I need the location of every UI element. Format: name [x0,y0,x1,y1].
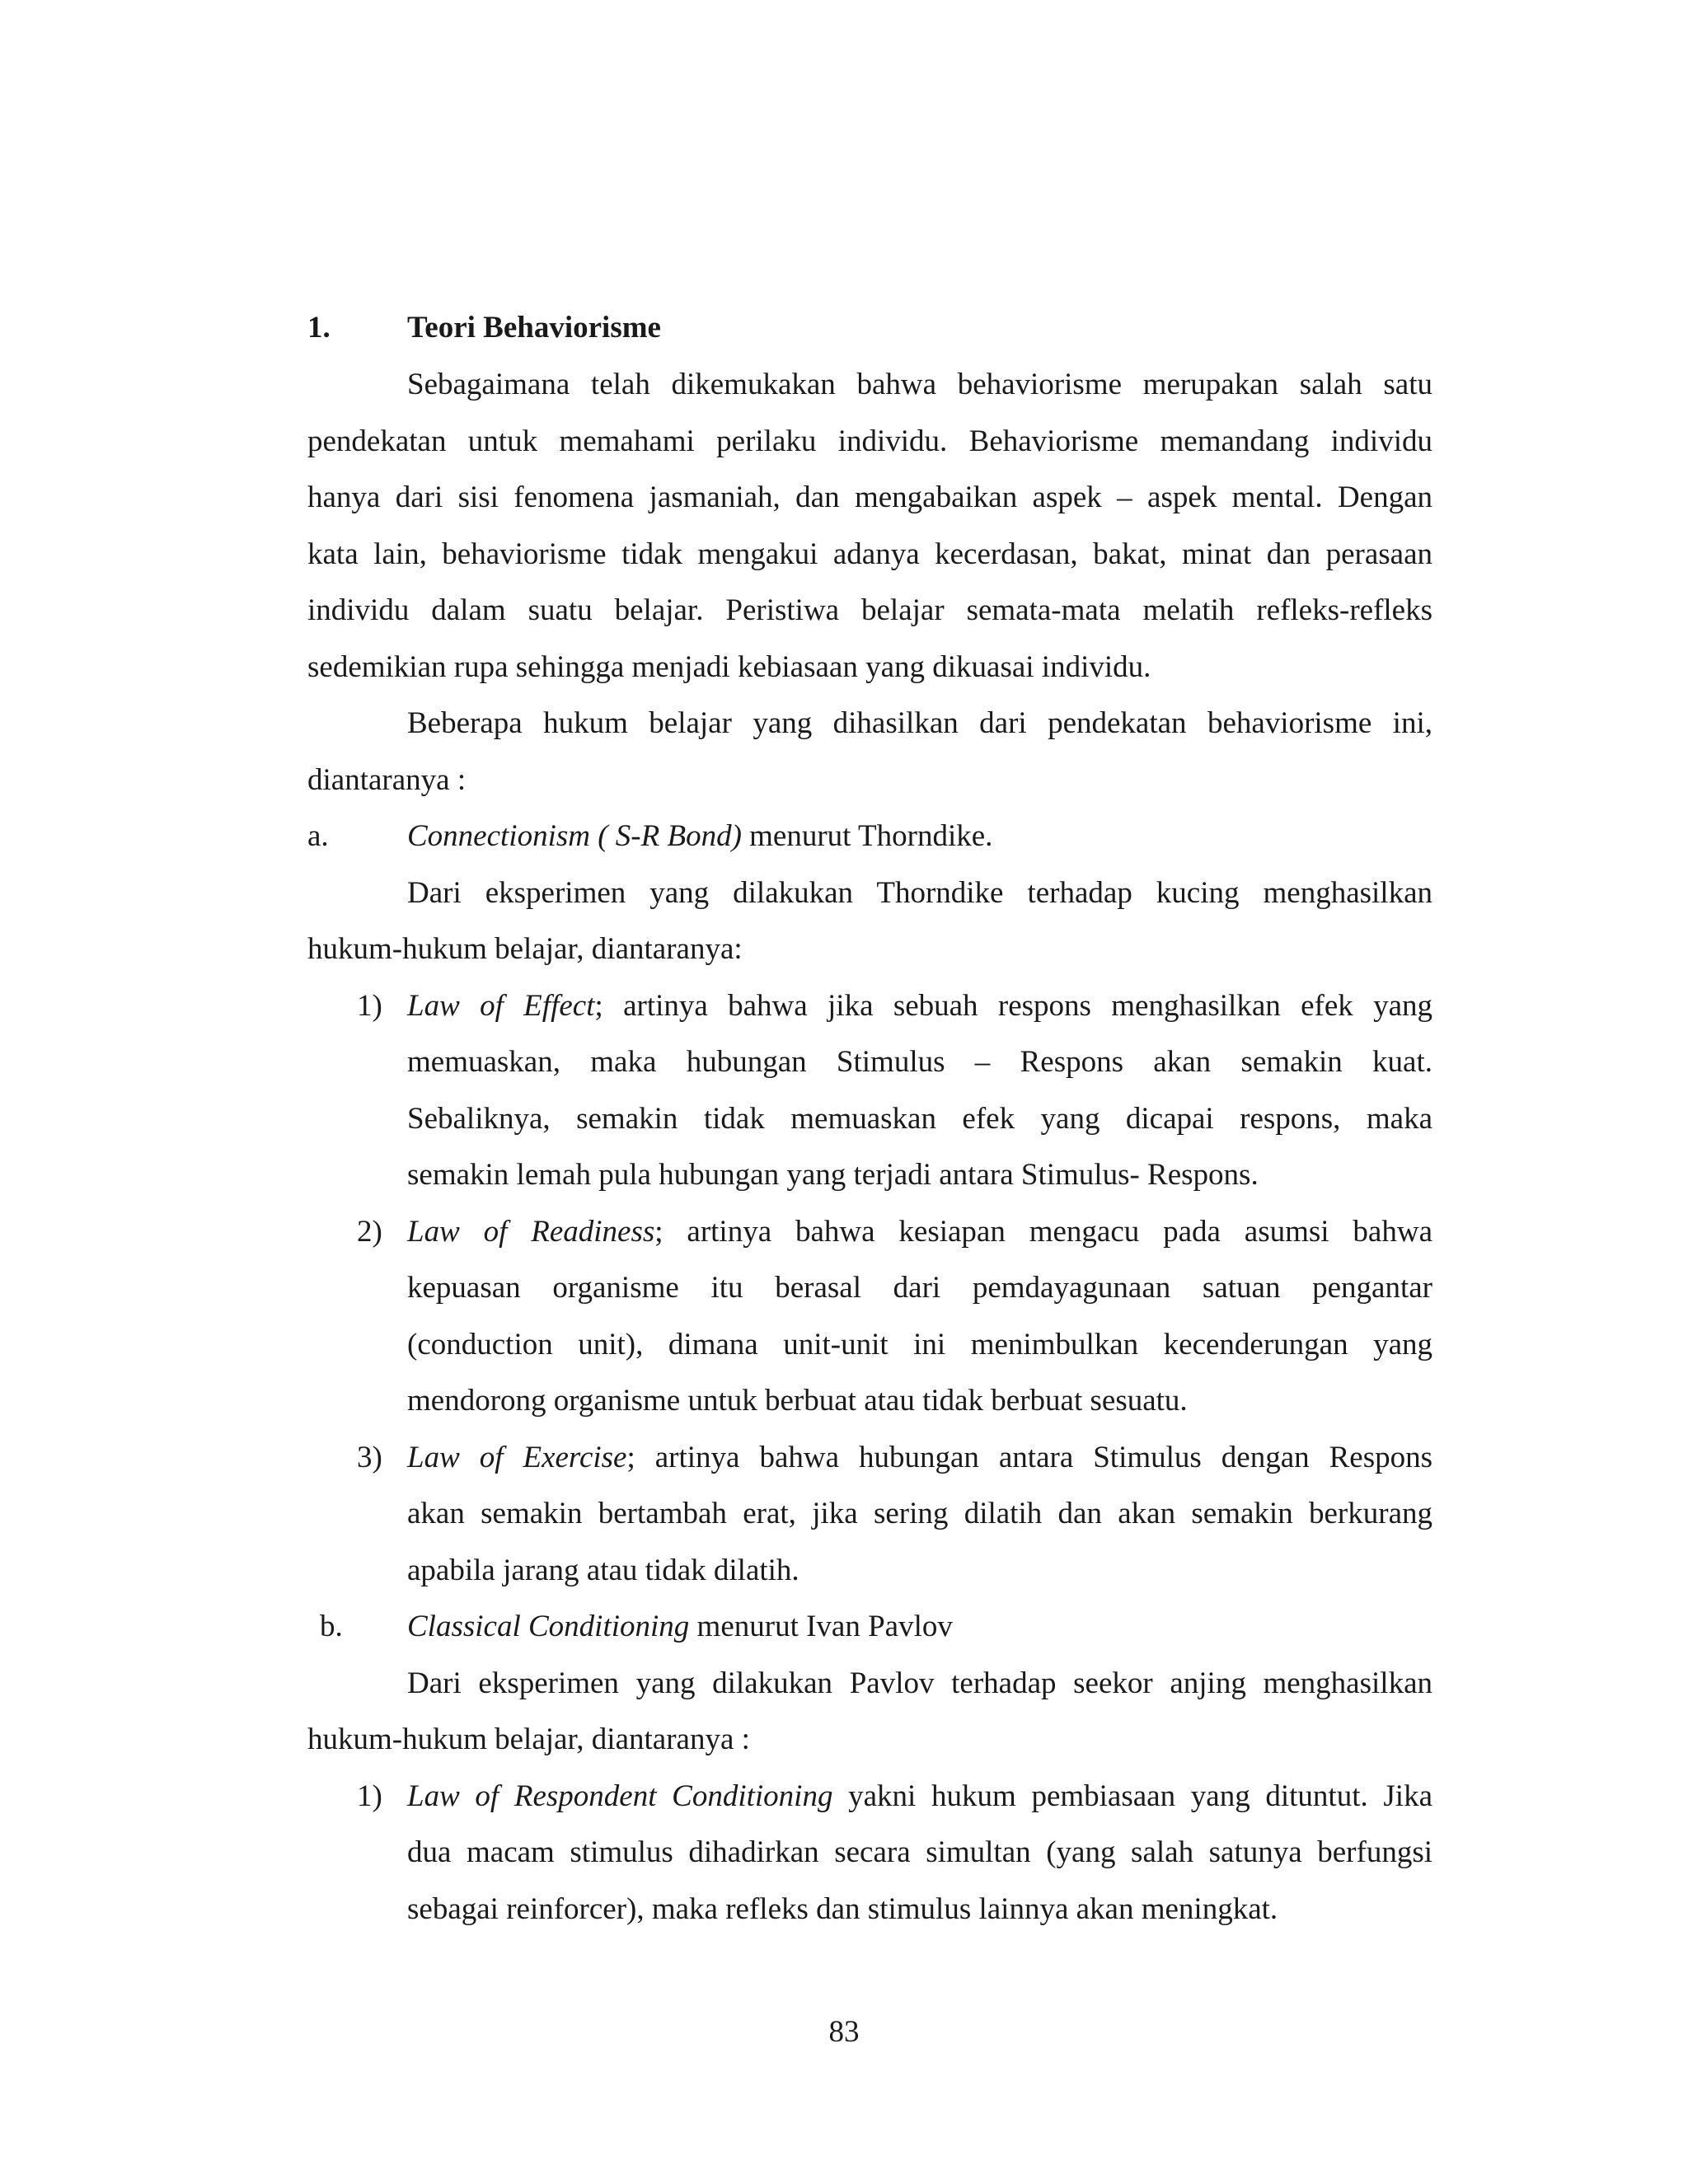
law-marker: 1) [357,989,382,1023]
law-line: mendorong organisme untuk berbuat atau tidak berbuat sesuatu. [407,1384,1188,1418]
law-line: Law of Readiness; artinya bahwa kesiapan mengacu pada asumsi bahwa [407,1215,1432,1249]
item-b-title [407,1605,1432,1648]
law-line: Law of Exercise; artinya bahwa hubungan antara Stimulus dengan Respons [407,1441,1433,1474]
item-a-title-italic: Connectionism ( S-R Bond) [407,819,742,853]
paragraph-line: hukum-hukum belajar, diantaranya : [307,1722,750,1756]
section-title: Teori Behaviorisme [407,311,661,344]
list-marker-a: a. [307,819,329,853]
law-name: Law of Effect [407,989,595,1023]
paragraph-line: kata lain, behaviorisme tidak mengakui adanya kecerdasan, bakat, minat dan perasaan [307,537,1432,571]
law-line: Sebaliknya, semakin tidak memuaskan efek yang dicapai respons, maka [407,1102,1432,1136]
paragraph-line: Dari eksperimen yang dilakukan Pavlov terhadap seekor anjing menghasilkan [407,1666,1432,1700]
page-number: 83 [828,2015,860,2049]
section-number: 1. [307,311,331,344]
law-line: kepuasan organisme itu berasal dari pemdayagunaan satuan pengantar [407,1271,1432,1305]
law-line: dua macam stimulus dihadirkan secara simultan (yang salah satunya berfungsi [407,1835,1432,1869]
paragraph-line: hukum-hukum belajar, diantaranya: [307,932,743,966]
law-line: apabila jarang atau tidak dilatih. [407,1554,799,1587]
paragraph-line: Beberapa hukum belajar yang dihasilkan dari pendekatan behaviorisme ini, [407,706,1432,740]
item-a-title-rest: menurut Thorndike. [741,819,993,853]
law-marker: 2) [357,1215,382,1249]
law-line: semakin lemah pula hubungan yang terjadi antara Stimulus- Respons. [407,1158,1259,1192]
law-line: (conduction unit), dimana unit-unit ini menimbulkan kecenderungan yang [407,1328,1432,1361]
paragraph-line: diantaranya : [307,763,467,797]
law-line: sebagai reinforcer), maka refleks dan stimulus lainnya akan meningkat. [407,1892,1278,1926]
law-name: Law of Respondent Conditioning [407,1779,833,1813]
law-line: Law of Respondent Conditioning yakni hukum pembiasaan yang dituntut. Jika [407,1779,1432,1813]
paragraph-line: hanya dari sisi fenomena jasmaniah, dan mengabaikan aspek – aspek mental. Dengan [307,480,1432,514]
item-b-title-italic: Classical Conditioning [407,1610,690,1643]
paragraph-line: pendekatan untuk memahami perilaku individu. Behaviorisme memandang individu [307,424,1432,458]
paragraph-line: sedemikian rupa sehingga menjadi kebiasaan yang dikuasai individu. [307,650,1151,684]
paragraph-line: Sebagaimana telah dikemukakan bahwa behaviorisme merupakan salah satu [407,368,1432,401]
paragraph-line: Dari eksperimen yang dilakukan Thorndike terhadap kucing menghasilkan [407,876,1432,910]
law-marker: 3) [357,1441,382,1474]
law-line: akan semakin bertambah erat, jika sering dilatih dan akan semakin berkurang [407,1497,1432,1530]
law-name: Law of Readiness [407,1215,655,1249]
law-line: Law of Effect; artinya bahwa jika sebuah respons menghasilkan efek yang [407,989,1432,1023]
paragraph-line: individu dalam suatu belajar. Peristiwa belajar semata-mata melatih refleks-refleks [307,593,1432,627]
item-b-title-rest: menurut Ivan Pavlov [689,1610,953,1643]
list-marker-b: b. [320,1610,343,1643]
law-line: memuaskan, maka hubungan Stimulus – Respons akan semakin kuat. [407,1045,1432,1079]
law-marker: 1) [357,1779,382,1813]
item-a-title [407,815,1432,858]
law-name: Law of Exercise [407,1441,627,1474]
